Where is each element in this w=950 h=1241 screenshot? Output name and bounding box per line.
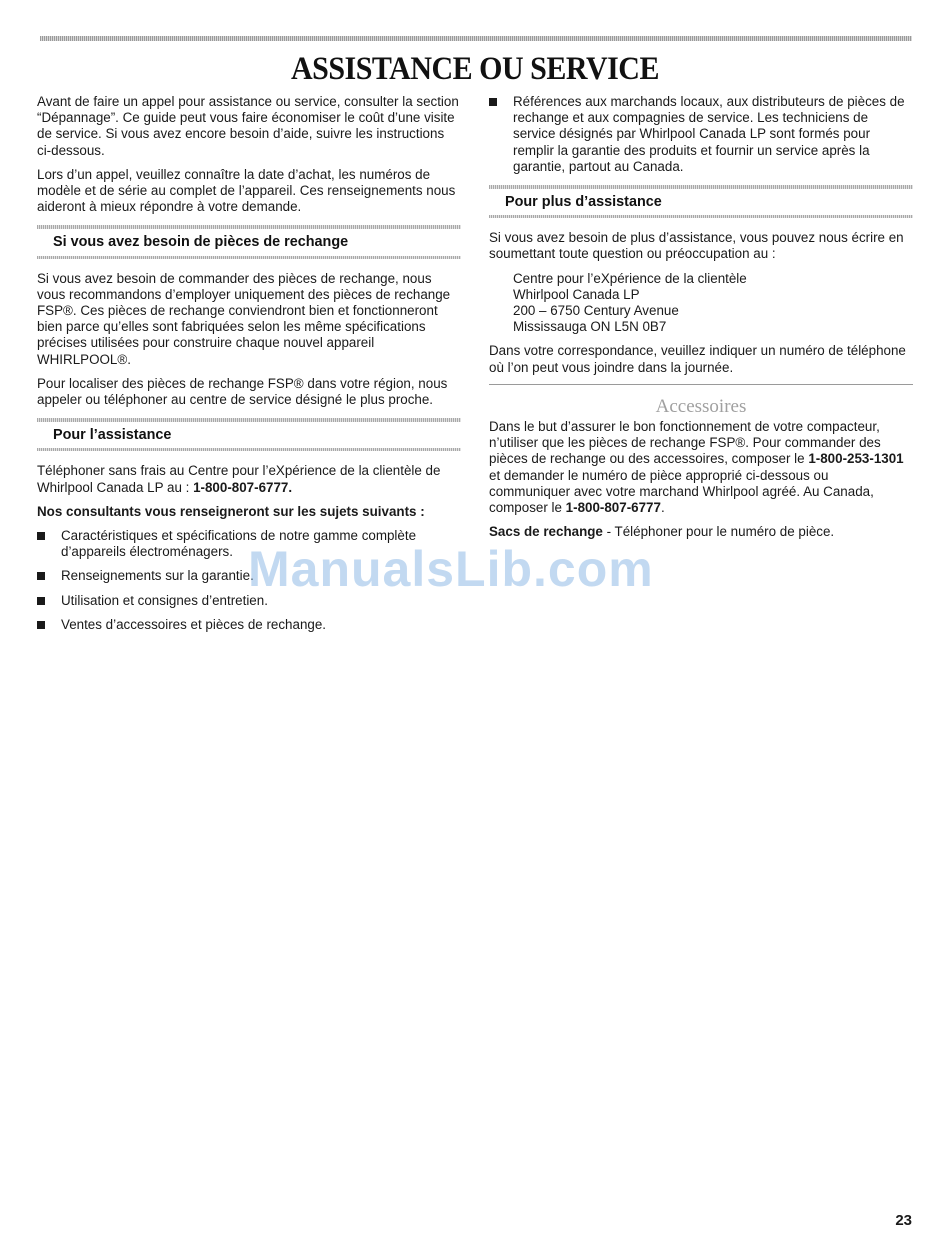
accessories-heading: Accessoires [655, 395, 747, 417]
list-item: Ventes d’accessoires et pièces de rechange. [37, 617, 461, 633]
list-item: Utilisation et consignes d’entretien. [37, 593, 461, 609]
address-line: Whirlpool Canada LP [513, 286, 640, 302]
page-title: ASSISTANCE OU SERVICE [290, 50, 659, 87]
more-assistance-paragraph: Si vous avez besoin de plus d’assistance, vous pouvez nous écrire en soumettant toute question ou préoccupation au : [489, 230, 904, 262]
mailing-address [513, 271, 913, 336]
parts-paragraph-1: Si vous avez besoin de commander des pièces de rechange, nous vous recommandons d’employer uniquement des pièces de rechange FSP®. Ces pièces de rechange conviendront bien et fonctionneront bien parce qu’elles sont fabriquées selon les même spécifications précises utilisées pour construire chaque nouvel appareil WHIRLPOOL®. [37, 270, 451, 367]
section-divider [37, 448, 461, 451]
intro-paragraph-2: Lors d’un appel, veuillez connaître la date d’achat, les numéros de modèle et de série au complet de l’appareil. Ces renseignements nous aideront à mieux répondre à votre demande. [37, 166, 456, 215]
accessories-phone-1: 1-800-253-1301 [808, 451, 904, 467]
watermark: ManualsLib.com [248, 541, 654, 597]
bags-line [489, 524, 913, 540]
list-item: Renseignements sur la garantie. [37, 568, 461, 584]
address-line: Centre pour l’eXpérience de la clientèle [513, 270, 747, 286]
address-line: 200 – 6750 Century Avenue [513, 303, 679, 319]
intro-paragraph-1: Avant de faire un appel pour assistance ou service, consulter la section “Dépannage”. Ce guide peut vous faire économiser le coût d’une visite de service. Si vous avez encore besoin d’aide, suivre les instructions ci-dessous. [37, 94, 459, 158]
top-divider [40, 36, 912, 41]
section-divider [489, 215, 913, 218]
address-line: Mississauga ON L5N 0B7 [513, 319, 667, 335]
section-divider [489, 185, 913, 189]
section-divider [37, 256, 461, 259]
more-assistance-heading: Pour plus d’assistance [505, 194, 662, 211]
page-number: 23 [895, 1212, 912, 1229]
references-list [489, 94, 913, 175]
assistance-heading: Pour l’assistance [53, 427, 172, 444]
accessories-paragraph [489, 419, 913, 516]
parts-paragraph-2: Pour localiser des pièces de rechange FSP® dans votre région, nous appeler ou téléphoner au centre de service désigné le plus proche. [37, 375, 448, 408]
right-column [489, 94, 913, 548]
list-item: Caractéristiques et spécifications de notre gamme complète d’appareils électroménagers. [37, 528, 461, 560]
assistance-phone: 1-800-807-6777. [193, 479, 293, 495]
bags-label: Sacs de rechange [489, 524, 603, 540]
section-divider [37, 418, 461, 422]
accessories-divider [489, 384, 913, 385]
list-item: Références aux marchands locaux, aux distributeurs de pièces de rechange et aux compagnies de service. Les techniciens de service désignés par Whirlpool Canada LP sont formés pour remplir la garantie des produits et fournir un service après la garantie, partout au Canada. [489, 94, 913, 175]
assistance-text: Téléphoner sans frais au Centre pour l’eXpérience de la clientèle de Whirlpool Canada LP au : [37, 463, 441, 495]
bags-text: - Téléphoner pour le numéro de pièce. [602, 524, 835, 540]
accessories-phone-2: 1-800-807-6777 [565, 500, 661, 516]
assistance-paragraph [37, 463, 461, 495]
accessories-text: Dans le but d’assurer le bon fonctionnement de votre compacteur, n’utiliser que les pièces de rechange FSP®. Pour commander des pièces de rechange ou des accessoires, composer le [489, 419, 881, 467]
accessories-text: et demander le numéro de pièce approprié ci-dessous ou communiquer avec votre marchand Whirlpool agréé. Au Canada, composer le [489, 467, 874, 516]
accessories-text: . [660, 500, 665, 516]
section-divider [37, 225, 461, 229]
parts-heading: Si vous avez besoin de pièces de rechange [53, 234, 349, 251]
correspondence-paragraph: Dans votre correspondance, veuillez indiquer un numéro de téléphone où l’on peut vous joindre dans la journée. [489, 343, 906, 375]
consultants-line: Nos consultants vous renseigneront sur les sujets suivants : [37, 503, 425, 519]
